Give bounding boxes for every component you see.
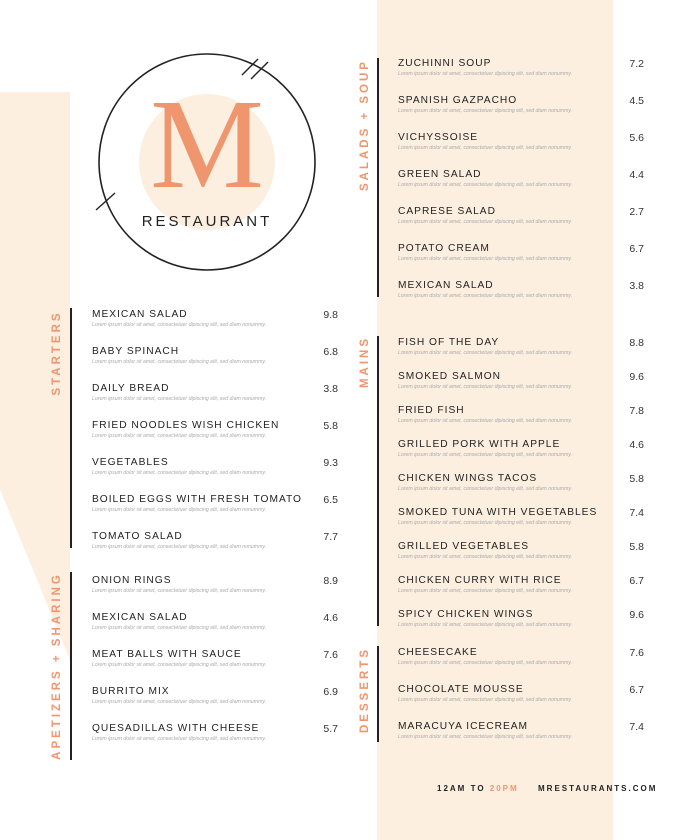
menu-item	[92, 309, 338, 333]
menu-item	[92, 420, 338, 444]
section-divider-line	[377, 58, 379, 297]
menu-item-price: 5.6	[629, 132, 644, 144]
opening-hours	[437, 784, 519, 793]
menu-item-name: SMOKED TUNA WITH VEGETABLES	[398, 507, 598, 518]
menu-item-description: Lorem ipsum dolor sit amet, consectetuer dipiscing elit, sed diam nonummy.	[398, 486, 573, 492]
menu-item-price: 7.7	[323, 531, 338, 543]
section-divider-line	[70, 572, 72, 760]
menu-item	[92, 494, 338, 518]
menu-item-description: Lorem ipsum dolor sit amet, consectetuer dipiscing elit, sed diam nonummy.	[398, 734, 573, 740]
menu-item-description: Lorem ipsum dolor sit amet, consectetuer dipiscing elit, sed diam nonummy.	[398, 350, 573, 356]
menu-item-price: 8.9	[323, 575, 338, 587]
menu-item-name: MEXICAN SALAD	[92, 309, 188, 320]
menu-item	[398, 169, 644, 193]
menu-item-price: 6.7	[629, 243, 644, 255]
menu-item-name: BOILED EGGS WITH FRESH TOMATO	[92, 494, 302, 505]
menu-item-description: Lorem ipsum dolor sit amet, consectetuer dipiscing elit, sed diam nonummy.	[398, 588, 573, 594]
menu-item-description: Lorem ipsum dolor sit amet, consectetuer dipiscing elit, sed diam nonummy.	[398, 520, 573, 526]
menu-item-name: CHEESECAKE	[398, 647, 478, 658]
menu-item-price: 6.7	[629, 575, 644, 587]
menu-item-name: CHOCOLATE MOUSSE	[398, 684, 524, 695]
menu-item-description: Lorem ipsum dolor sit amet, consectetuer dipiscing elit, sed diam nonummy.	[398, 256, 573, 262]
menu-item-price: 6.9	[323, 686, 338, 698]
menu-item-name: TOMATO SALAD	[92, 531, 183, 542]
menu-item	[398, 721, 644, 745]
menu-item-name: CHICKEN WINGS TACOS	[398, 473, 538, 484]
menu-item-name: GRILLED PORK WITH APPLE	[398, 439, 561, 450]
menu-item-price: 5.7	[323, 723, 338, 735]
menu-item-price: 5.8	[629, 541, 644, 553]
menu-item-name: FRIED FISH	[398, 405, 465, 416]
menu-item	[398, 132, 644, 156]
menu-item-price: 5.8	[323, 420, 338, 432]
menu-item-price: 9.6	[629, 609, 644, 621]
menu-item-name: SPICY CHICKEN WINGS	[398, 609, 534, 620]
menu-item	[92, 723, 338, 747]
menu-item-name: CHICKEN CURRY WITH RICE	[398, 575, 562, 586]
menu-item-price: 5.8	[629, 473, 644, 485]
menu-item-name: MEXICAN SALAD	[398, 280, 494, 291]
menu-item-name: VEGETABLES	[92, 457, 169, 468]
menu-item-price: 4.6	[323, 612, 338, 624]
menu-item	[92, 346, 338, 370]
menu-item	[92, 686, 338, 710]
menu-item-description: Lorem ipsum dolor sit amet, consectetuer dipiscing elit, sed diam nonummy.	[92, 736, 267, 742]
menu-item-description: Lorem ipsum dolor sit amet, consectetuer dipiscing elit, sed diam nonummy.	[398, 554, 573, 560]
menu-item-description: Lorem ipsum dolor sit amet, consectetuer dipiscing elit, sed diam nonummy.	[398, 145, 573, 151]
menu-item	[398, 684, 644, 708]
menu-item-name: SMOKED SALMON	[398, 371, 502, 382]
menu-item-description: Lorem ipsum dolor sit amet, consectetuer dipiscing elit, sed diam nonummy.	[398, 418, 573, 424]
section-divider-line	[70, 308, 72, 548]
menu-item	[398, 647, 644, 671]
section-divider-line	[377, 646, 379, 742]
menu-item-name: BURRITO MIX	[92, 686, 170, 697]
menu-item-name: MARACUYA ICECREAM	[398, 721, 529, 732]
menu-item	[398, 337, 644, 361]
menu-item-name: GRILLED VEGETABLES	[398, 541, 530, 552]
menu-item-price: 4.6	[629, 439, 644, 451]
section-label: STARTERS	[51, 310, 63, 396]
section-label: DESSERTS	[359, 647, 371, 733]
menu-item-price: 7.8	[629, 405, 644, 417]
menu-item	[398, 541, 644, 565]
menu-item	[92, 531, 338, 555]
menu-item-description: Lorem ipsum dolor sit amet, consectetuer dipiscing elit, sed diam nonummy.	[92, 433, 267, 439]
menu-item-name: FRIED NOODLES WISH CHICKEN	[92, 420, 280, 431]
menu-item-price: 7.6	[323, 649, 338, 661]
menu-item	[398, 439, 644, 463]
menu-item-description: Lorem ipsum dolor sit amet, consectetuer dipiscing elit, sed diam nonummy.	[92, 359, 267, 365]
menu-item	[398, 405, 644, 429]
menu-item-name: BABY SPINACH	[92, 346, 180, 357]
menu-item-name: DAILY BREAD	[92, 383, 170, 394]
menu-item	[398, 58, 644, 82]
hours-end: 20PM	[489, 784, 519, 793]
menu-item-name: MEXICAN SALAD	[92, 612, 188, 623]
menu-item-price: 6.5	[323, 494, 338, 506]
menu-item-description: Lorem ipsum dolor sit amet, consectetuer dipiscing elit, sed diam nonummy.	[92, 470, 267, 476]
menu-item	[398, 206, 644, 230]
logo-letter: M	[150, 73, 264, 215]
menu-item-price: 3.8	[323, 383, 338, 395]
menu-item-description: Lorem ipsum dolor sit amet, consectetuer dipiscing elit, sed diam nonummy.	[398, 219, 573, 225]
website-link[interactable]: MRESTAURANTS.COM	[538, 784, 658, 793]
menu-item-description: Lorem ipsum dolor sit amet, consectetuer dipiscing elit, sed diam nonummy.	[398, 182, 573, 188]
menu-item-description: Lorem ipsum dolor sit amet, consectetuer dipiscing elit, sed diam nonummy.	[92, 588, 267, 594]
menu-item-description: Lorem ipsum dolor sit amet, consectetuer dipiscing elit, sed diam nonummy.	[92, 625, 267, 631]
menu-item-description: Lorem ipsum dolor sit amet, consectetuer dipiscing elit, sed diam nonummy.	[398, 452, 573, 458]
menu-item-price: 7.2	[629, 58, 644, 70]
menu-item-description: Lorem ipsum dolor sit amet, consectetuer dipiscing elit, sed diam nonummy.	[92, 507, 267, 513]
menu-item-price: 3.8	[629, 280, 644, 292]
menu-item	[398, 575, 644, 599]
menu-item-name: GREEN SALAD	[398, 169, 482, 180]
menu-item-description: Lorem ipsum dolor sit amet, consectetuer dipiscing elit, sed diam nonummy.	[398, 384, 573, 390]
menu-item-price: 4.4	[629, 169, 644, 181]
menu-item-price: 6.7	[629, 684, 644, 696]
section-label: SALADS + SOUP	[359, 59, 371, 191]
menu-item-price: 9.6	[629, 371, 644, 383]
menu-item-name: MEAT BALLS WITH SAUCE	[92, 649, 242, 660]
menu-item-description: Lorem ipsum dolor sit amet, consectetuer dipiscing elit, sed diam nonummy.	[92, 699, 267, 705]
menu-item-description: Lorem ipsum dolor sit amet, consectetuer dipiscing elit, sed diam nonummy.	[398, 622, 573, 628]
menu-item-price: 9.8	[323, 309, 338, 321]
menu-item-name: ZUCHINNI SOUP	[398, 58, 492, 69]
menu-item	[398, 243, 644, 267]
menu-item-description: Lorem ipsum dolor sit amet, consectetuer dipiscing elit, sed diam nonummy.	[92, 544, 267, 550]
section-label: APETIZERS + SHARING	[51, 572, 63, 760]
menu-item	[398, 473, 644, 497]
section-label: MAINS	[359, 335, 371, 389]
menu-item	[398, 280, 644, 304]
restaurant-logo	[92, 50, 322, 280]
menu-item-price: 7.4	[629, 721, 644, 733]
menu-item	[398, 371, 644, 395]
menu-item-name: VICHYSSOISE	[398, 132, 479, 143]
menu-item-price: 7.6	[629, 647, 644, 659]
menu-item-description: Lorem ipsum dolor sit amet, consectetuer dipiscing elit, sed diam nonummy.	[398, 293, 573, 299]
menu-item-price: 6.8	[323, 346, 338, 358]
menu-item-name: ONION RINGS	[92, 575, 172, 586]
hours-to: TO	[470, 784, 486, 793]
menu-item	[398, 507, 644, 531]
menu-item-description: Lorem ipsum dolor sit amet, consectetuer dipiscing elit, sed diam nonummy.	[92, 662, 267, 668]
menu-item-description: Lorem ipsum dolor sit amet, consectetuer dipiscing elit, sed diam nonummy.	[398, 71, 573, 77]
section-divider-line	[377, 336, 379, 626]
menu-item	[92, 575, 338, 599]
menu-item	[92, 457, 338, 481]
menu-item-name: FISH OF THE DAY	[398, 337, 500, 348]
menu-item-description: Lorem ipsum dolor sit amet, consectetuer dipiscing elit, sed diam nonummy.	[398, 697, 573, 703]
menu-item	[398, 95, 644, 119]
menu-item-price: 2.7	[629, 206, 644, 218]
menu-item-description: Lorem ipsum dolor sit amet, consectetuer dipiscing elit, sed diam nonummy.	[92, 396, 267, 402]
menu-item-name: QUESADILLAS WITH CHEESE	[92, 723, 260, 734]
menu-item-price: 8.8	[629, 337, 644, 349]
menu-item	[92, 383, 338, 407]
menu-item	[398, 609, 644, 633]
menu-item-name: SPANISH GAZPACHO	[398, 95, 518, 106]
menu-item-name: POTATO CREAM	[398, 243, 490, 254]
menu-item-price: 7.4	[629, 507, 644, 519]
menu-item	[92, 612, 338, 636]
menu-item-description: Lorem ipsum dolor sit amet, consectetuer dipiscing elit, sed diam nonummy.	[398, 660, 573, 666]
menu-item-name: CAPRESE SALAD	[398, 206, 496, 217]
menu-item-description: Lorem ipsum dolor sit amet, consectetuer dipiscing elit, sed diam nonummy.	[92, 322, 267, 328]
hours-start: 12AM	[437, 784, 467, 793]
menu-item-description: Lorem ipsum dolor sit amet, consectetuer dipiscing elit, sed diam nonummy.	[398, 108, 573, 114]
menu-item-price: 4.5	[629, 95, 644, 107]
menu-item	[92, 649, 338, 673]
logo-wordmark: RESTAURANT	[141, 213, 273, 230]
menu-item-price: 9.3	[323, 457, 338, 469]
